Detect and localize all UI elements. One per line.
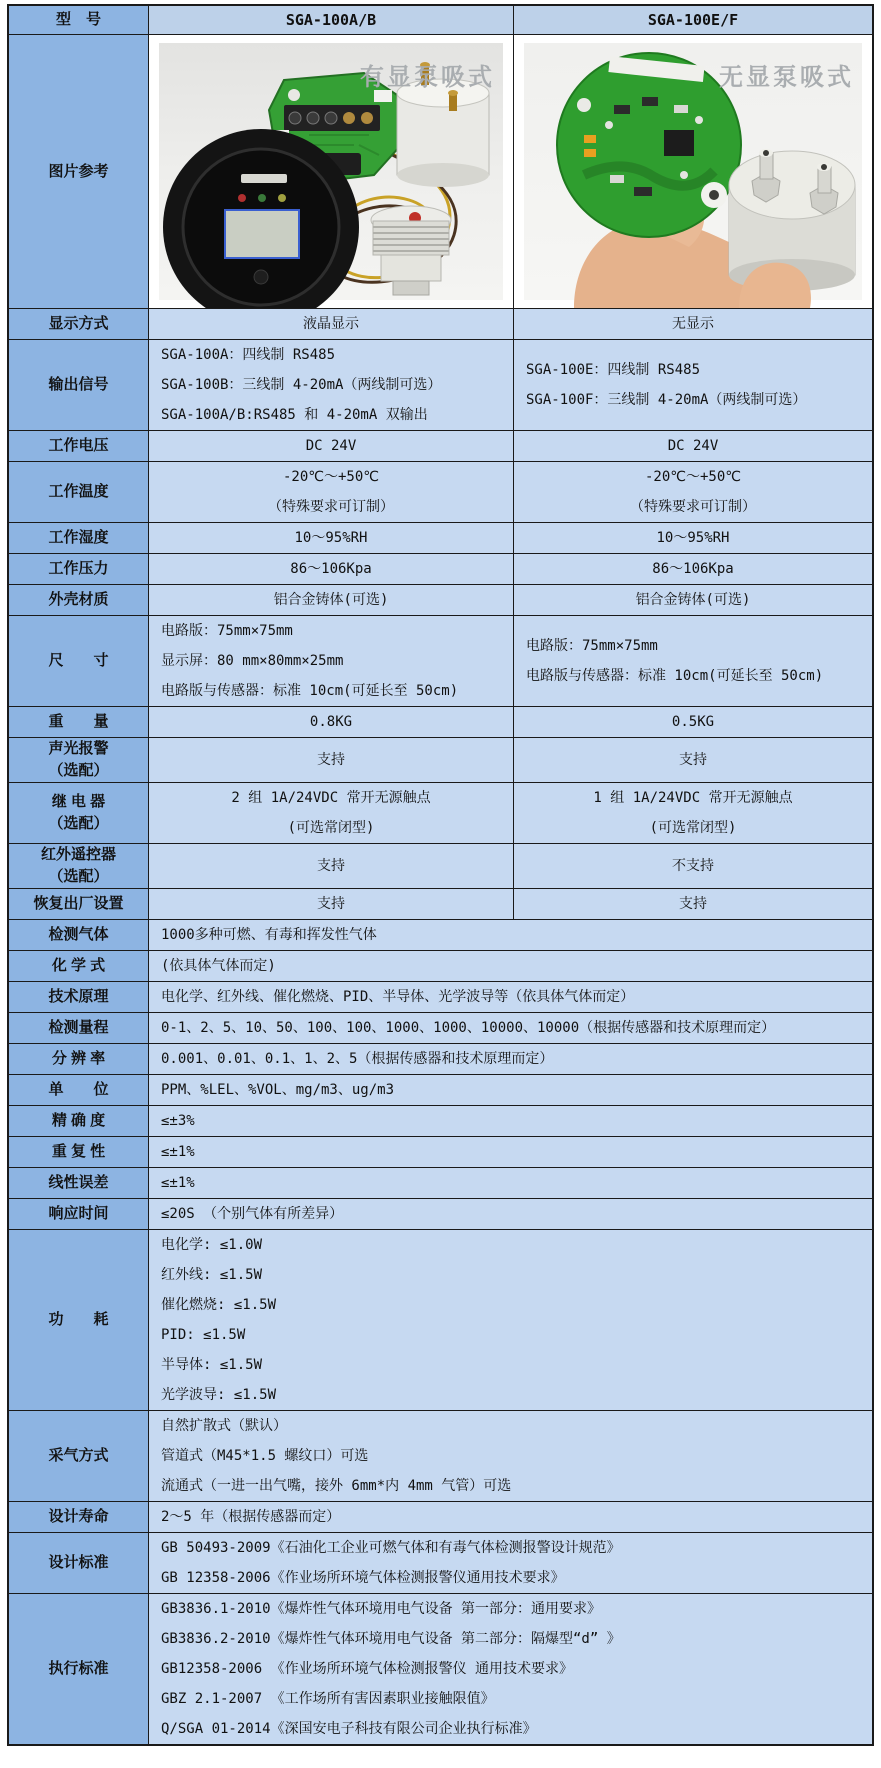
spec-value-cell-ef bbox=[514, 523, 872, 553]
header-row bbox=[9, 6, 872, 35]
spec-value-cell-full bbox=[149, 1075, 872, 1105]
spec-row bbox=[9, 462, 872, 523]
spec-value-text: (可选常闭型) bbox=[287, 820, 375, 836]
spec-value-text: 支持 bbox=[317, 858, 345, 874]
product-photo-ef bbox=[514, 35, 872, 308]
photo-row-label-text: 图片参考 bbox=[48, 162, 109, 180]
spec-value-cell-ab bbox=[149, 340, 514, 430]
spec-value-text: 2 组 1A/24VDC 常开无源触点 bbox=[231, 790, 431, 806]
header-col2-text: SGA-100E/F bbox=[647, 11, 739, 29]
spec-value-text: 红外线: ≤1.5W bbox=[161, 1267, 263, 1283]
spec-value-cell-ef bbox=[514, 844, 872, 888]
spec-value-text: 2～5 年（根据传感器而定） bbox=[161, 1509, 341, 1525]
spec-label-text: 声光报警 bbox=[48, 740, 109, 757]
spec-label-cell bbox=[9, 920, 149, 950]
spec-label-text: 红外遥控器 bbox=[40, 846, 116, 863]
spec-value-cell-full bbox=[149, 1594, 872, 1744]
spec-label-cell bbox=[9, 844, 149, 888]
header-model-label bbox=[9, 6, 149, 34]
spec-value-text: GB3836.1-2010《爆炸性气体环境用电气设备 第一部分：通用要求》 bbox=[161, 1601, 602, 1617]
spec-value-text: 0-1、2、5、10、50、100、100、1000、1000、10000、10000（根据传感器和技术原理而定） bbox=[161, 1020, 776, 1036]
spec-value-cell-full bbox=[149, 1533, 872, 1593]
spec-value-text: （特殊要求可订制） bbox=[268, 499, 394, 515]
spec-label-text: 工作电压 bbox=[48, 437, 109, 454]
spec-value-text: 1 组 1A/24VDC 常开无源触点 bbox=[593, 790, 793, 806]
spec-row bbox=[9, 554, 872, 585]
spec-label-text: 化 学 式 bbox=[51, 957, 106, 974]
spec-value-text: 支持 bbox=[317, 896, 345, 912]
spec-value-text: ≤±1% bbox=[161, 1144, 195, 1160]
spec-value-text: SGA-100B：三线制 4-20mA（两线制可选） bbox=[161, 377, 442, 393]
spec-label-text: 响应时间 bbox=[48, 1205, 109, 1222]
spec-label-cell bbox=[9, 1075, 149, 1105]
spec-value-text: ≤20S （个别气体有所差异） bbox=[161, 1206, 344, 1222]
spec-label-text: （选配） bbox=[48, 762, 109, 779]
spec-value-text: PPM、%LEL、%VOL、mg/m3、ug/m3 bbox=[161, 1082, 395, 1098]
spec-label-text: 检测量程 bbox=[48, 1019, 109, 1036]
spec-label-text: 工作湿度 bbox=[48, 529, 109, 546]
spec-label-cell bbox=[9, 1411, 149, 1501]
spec-value-text: 86～106Kpa bbox=[652, 561, 734, 577]
spec-label-text: 重 复 性 bbox=[51, 1143, 106, 1160]
spec-row bbox=[9, 1594, 872, 1744]
spec-value-cell-ab bbox=[149, 309, 514, 339]
spec-label-text: 采气方式 bbox=[48, 1447, 109, 1464]
spec-value-cell-ab bbox=[149, 889, 514, 919]
spec-label-text: 工作温度 bbox=[48, 483, 109, 500]
spec-row bbox=[9, 431, 872, 462]
spec-value-text: 管道式（M45*1.5 螺纹口）可选 bbox=[161, 1448, 369, 1464]
spec-value-text: 电化学、红外线、催化燃烧、PID、半导体、光学波导等（依具体气体而定） bbox=[161, 989, 635, 1005]
spec-value-text: 10～95%RH bbox=[294, 530, 368, 546]
spec-rows bbox=[9, 309, 872, 1744]
spec-value-cell-ef bbox=[514, 462, 872, 522]
spec-value-text: GB 50493-2009《石油化工企业可燃气体和有毒气体检测报警设计规范》 bbox=[161, 1540, 621, 1556]
spec-label-cell bbox=[9, 462, 149, 522]
spec-label-cell bbox=[9, 1168, 149, 1198]
spec-value-text: 不支持 bbox=[672, 858, 714, 874]
pcb-board-icon bbox=[557, 53, 741, 237]
spec-label-cell bbox=[9, 1502, 149, 1532]
spec-label-cell bbox=[9, 889, 149, 919]
spec-value-cell-ef bbox=[514, 889, 872, 919]
spec-value-text: GB3836.2-2010《爆炸性气体环境用电气设备 第二部分：隔爆型“d” 》 bbox=[161, 1631, 621, 1647]
spec-value-cell-full bbox=[149, 1168, 872, 1198]
spec-row bbox=[9, 1106, 872, 1137]
spec-value-text: PID: ≤1.5W bbox=[161, 1327, 246, 1343]
product-photo-ab bbox=[149, 35, 514, 308]
spec-value-text: ≤±3% bbox=[161, 1113, 195, 1129]
spec-value-text: 自然扩散式（默认） bbox=[161, 1418, 287, 1434]
spec-value-cell-ab bbox=[149, 616, 514, 706]
spec-label-cell bbox=[9, 951, 149, 981]
spec-label-text: （选配） bbox=[48, 868, 109, 885]
spec-value-cell-ef bbox=[514, 309, 872, 339]
spec-row bbox=[9, 920, 872, 951]
spec-label-cell bbox=[9, 1013, 149, 1043]
spec-value-cell-ab bbox=[149, 462, 514, 522]
spec-value-text: GB12358-2006 《作业场所环境气体检测报警仪 通用技术要求》 bbox=[161, 1661, 574, 1677]
spec-value-text: 流通式（一进一出气嘴，接外 6mm*内 4mm 气管）可选 bbox=[161, 1478, 512, 1494]
spec-value-cell-ab bbox=[149, 783, 514, 843]
spec-value-cell-ef bbox=[514, 340, 872, 430]
spec-label-text: 分 辨 率 bbox=[51, 1050, 106, 1067]
spec-value-text: 1000多种可燃、有毒和挥发性气体 bbox=[161, 927, 377, 943]
spec-value-cell-ef bbox=[514, 738, 872, 782]
spec-value-cell-full bbox=[149, 1411, 872, 1501]
spec-label-text: 技术原理 bbox=[48, 988, 109, 1005]
spec-label-text: 执行标准 bbox=[48, 1660, 109, 1677]
spec-label-cell bbox=[9, 1533, 149, 1593]
spec-value-text: 电化学: ≤1.0W bbox=[161, 1237, 263, 1253]
spec-row bbox=[9, 844, 872, 889]
spec-value-text: 铝合金铸体(可选) bbox=[273, 592, 389, 608]
spec-label-cell bbox=[9, 1106, 149, 1136]
spec-row bbox=[9, 889, 872, 920]
spec-label-cell bbox=[9, 616, 149, 706]
spec-value-text: -20℃～+50℃ bbox=[644, 469, 742, 485]
spec-label-cell bbox=[9, 1044, 149, 1074]
spec-value-text: 显示屏：80 mm×80mm×25mm bbox=[161, 653, 344, 669]
spec-value-cell-ab bbox=[149, 554, 514, 584]
spec-label-text: 检测气体 bbox=[48, 926, 109, 943]
spec-value-text: 液晶显示 bbox=[303, 316, 359, 332]
spec-value-cell-full bbox=[149, 1199, 872, 1229]
spec-label-cell bbox=[9, 340, 149, 430]
spec-value-text: Q/SGA 01-2014《深国安电子科技有限公司企业执行标准》 bbox=[161, 1721, 537, 1737]
spec-label-text: 重 量 bbox=[48, 713, 109, 730]
spec-label-cell bbox=[9, 783, 149, 843]
spec-row bbox=[9, 585, 872, 616]
spec-value-text: 铝合金铸体(可选) bbox=[635, 592, 751, 608]
spec-label-text: 输出信号 bbox=[48, 376, 109, 393]
spec-value-text: 支持 bbox=[679, 752, 707, 768]
spec-row bbox=[9, 1230, 872, 1411]
spec-row bbox=[9, 1168, 872, 1199]
spec-value-text: 半导体: ≤1.5W bbox=[161, 1357, 263, 1373]
spec-value-cell-full bbox=[149, 1106, 872, 1136]
spec-row bbox=[9, 951, 872, 982]
spec-row bbox=[9, 1075, 872, 1106]
spec-value-text: SGA-100F：三线制 4-20mA（两线制可选） bbox=[526, 392, 807, 408]
spec-label-text: 外壳材质 bbox=[48, 591, 109, 608]
spec-value-text: -20℃～+50℃ bbox=[282, 469, 380, 485]
spec-value-text: GBZ 2.1-2007 《工作场所有害因素职业接触限值》 bbox=[161, 1691, 495, 1707]
spec-value-cell-ab bbox=[149, 707, 514, 737]
spec-row bbox=[9, 1533, 872, 1594]
spec-value-text: 0.5KG bbox=[671, 714, 715, 730]
spec-label-cell bbox=[9, 738, 149, 782]
spec-label-text: 精 确 度 bbox=[51, 1112, 106, 1129]
header-col1-text: SGA-100A/B bbox=[285, 11, 377, 29]
spec-row bbox=[9, 1502, 872, 1533]
spec-label-text: 单 位 bbox=[48, 1081, 109, 1098]
spec-value-text: 86～106Kpa bbox=[290, 561, 372, 577]
spec-value-text: DC 24V bbox=[305, 438, 357, 454]
spec-value-text: SGA-100E：四线制 RS485 bbox=[526, 362, 701, 378]
spec-label-text: 显示方式 bbox=[48, 315, 109, 332]
spec-label-text: 设计寿命 bbox=[48, 1508, 109, 1525]
spec-row bbox=[9, 738, 872, 783]
spec-value-cell-full bbox=[149, 951, 872, 981]
spec-label-cell bbox=[9, 309, 149, 339]
spec-label-cell bbox=[9, 1199, 149, 1229]
product-spec-table bbox=[7, 4, 874, 1746]
spec-value-cell-ef bbox=[514, 707, 872, 737]
spec-value-cell-ab bbox=[149, 585, 514, 615]
spec-row bbox=[9, 309, 872, 340]
spec-value-cell-full bbox=[149, 920, 872, 950]
spec-value-cell-full bbox=[149, 982, 872, 1012]
spec-value-cell-ab bbox=[149, 738, 514, 782]
spec-value-cell-ab bbox=[149, 844, 514, 888]
spec-value-text: (可选常闭型) bbox=[649, 820, 737, 836]
spec-value-text: GB 12358-2006《作业场所环境气体检测报警仪通用技术要求》 bbox=[161, 1570, 565, 1586]
spec-value-text: 支持 bbox=[317, 752, 345, 768]
spec-label-cell bbox=[9, 1137, 149, 1167]
spec-value-text: 支持 bbox=[679, 896, 707, 912]
spec-value-cell-ef bbox=[514, 431, 872, 461]
spec-value-text: 催化燃烧: ≤1.5W bbox=[161, 1297, 277, 1313]
header-col-sga100ab bbox=[149, 6, 514, 34]
spec-value-cell-full bbox=[149, 1230, 872, 1410]
spec-row bbox=[9, 1411, 872, 1502]
spec-label-cell bbox=[9, 585, 149, 615]
spec-value-cell-ef bbox=[514, 554, 872, 584]
spec-value-text: 光学波导: ≤1.5W bbox=[161, 1387, 277, 1403]
spec-row bbox=[9, 523, 872, 554]
spec-row bbox=[9, 982, 872, 1013]
spec-value-text: ≤±1% bbox=[161, 1175, 195, 1191]
spec-value-text: 电路版：75mm×75mm bbox=[161, 623, 293, 639]
photo-row-label bbox=[9, 35, 149, 308]
spec-label-text: 功 耗 bbox=[48, 1311, 109, 1328]
spec-row bbox=[9, 783, 872, 844]
spec-label-cell bbox=[9, 554, 149, 584]
spec-label-text: 继 电 器 bbox=[51, 793, 106, 810]
spec-value-cell-ab bbox=[149, 431, 514, 461]
spec-label-text: 恢复出厂设置 bbox=[33, 895, 124, 912]
spec-value-text: (依具体气体而定) bbox=[161, 958, 276, 974]
spec-row bbox=[9, 707, 872, 738]
spec-row bbox=[9, 340, 872, 431]
spec-value-cell-full bbox=[149, 1013, 872, 1043]
spec-label-cell bbox=[9, 982, 149, 1012]
spec-value-cell-ef bbox=[514, 616, 872, 706]
spec-value-cell-ef bbox=[514, 585, 872, 615]
spec-row bbox=[9, 1137, 872, 1168]
spec-value-text: 电路版与传感器：标准 10cm(可延长至 50cm) bbox=[161, 683, 459, 699]
header-model-label-text: 型 号 bbox=[55, 11, 101, 28]
spec-value-text: 10～95%RH bbox=[656, 530, 730, 546]
spec-label-text: 线性误差 bbox=[48, 1174, 109, 1191]
spec-row bbox=[9, 616, 872, 707]
spec-row bbox=[9, 1013, 872, 1044]
photo-ef-watermark: 无显泵吸式 bbox=[719, 64, 854, 91]
spec-value-cell-ab bbox=[149, 523, 514, 553]
spec-value-text: SGA-100A：四线制 RS485 bbox=[161, 347, 336, 363]
spec-row bbox=[9, 1044, 872, 1075]
spec-label-cell bbox=[9, 431, 149, 461]
spec-label-cell bbox=[9, 523, 149, 553]
spec-value-text: 电路版与传感器：标准 10cm(可延长至 50cm) bbox=[526, 668, 824, 684]
spec-value-cell-full bbox=[149, 1502, 872, 1532]
spec-value-text: 电路版：75mm×75mm bbox=[526, 638, 658, 654]
spec-label-cell bbox=[9, 707, 149, 737]
spec-value-cell-ef bbox=[514, 783, 872, 843]
spec-value-text: SGA-100A/B:RS485 和 4-20mA 双输出 bbox=[161, 407, 428, 423]
photo-ab-watermark: 有显泵吸式 bbox=[360, 64, 495, 91]
spec-value-text: 无显示 bbox=[672, 316, 714, 332]
spec-label-text: 设计标准 bbox=[48, 1554, 109, 1571]
spec-value-text: 0.8KG bbox=[309, 714, 353, 730]
spec-value-text: DC 24V bbox=[667, 438, 719, 454]
spec-label-text: （选配） bbox=[48, 815, 109, 832]
header-col-sga100ef bbox=[514, 6, 872, 34]
spec-value-cell-full bbox=[149, 1137, 872, 1167]
spec-label-cell bbox=[9, 1594, 149, 1744]
spec-value-text: 0.001、0.01、0.1、1、2、5（根据传感器和技术原理而定） bbox=[161, 1051, 554, 1067]
spec-label-text: 工作压力 bbox=[48, 560, 109, 577]
spec-label-cell bbox=[9, 1230, 149, 1410]
spec-value-cell-full bbox=[149, 1044, 872, 1074]
photo-row bbox=[9, 35, 872, 309]
spec-label-text: 尺 寸 bbox=[48, 652, 109, 669]
spec-row bbox=[9, 1199, 872, 1230]
spec-value-text: （特殊要求可订制） bbox=[630, 499, 756, 515]
